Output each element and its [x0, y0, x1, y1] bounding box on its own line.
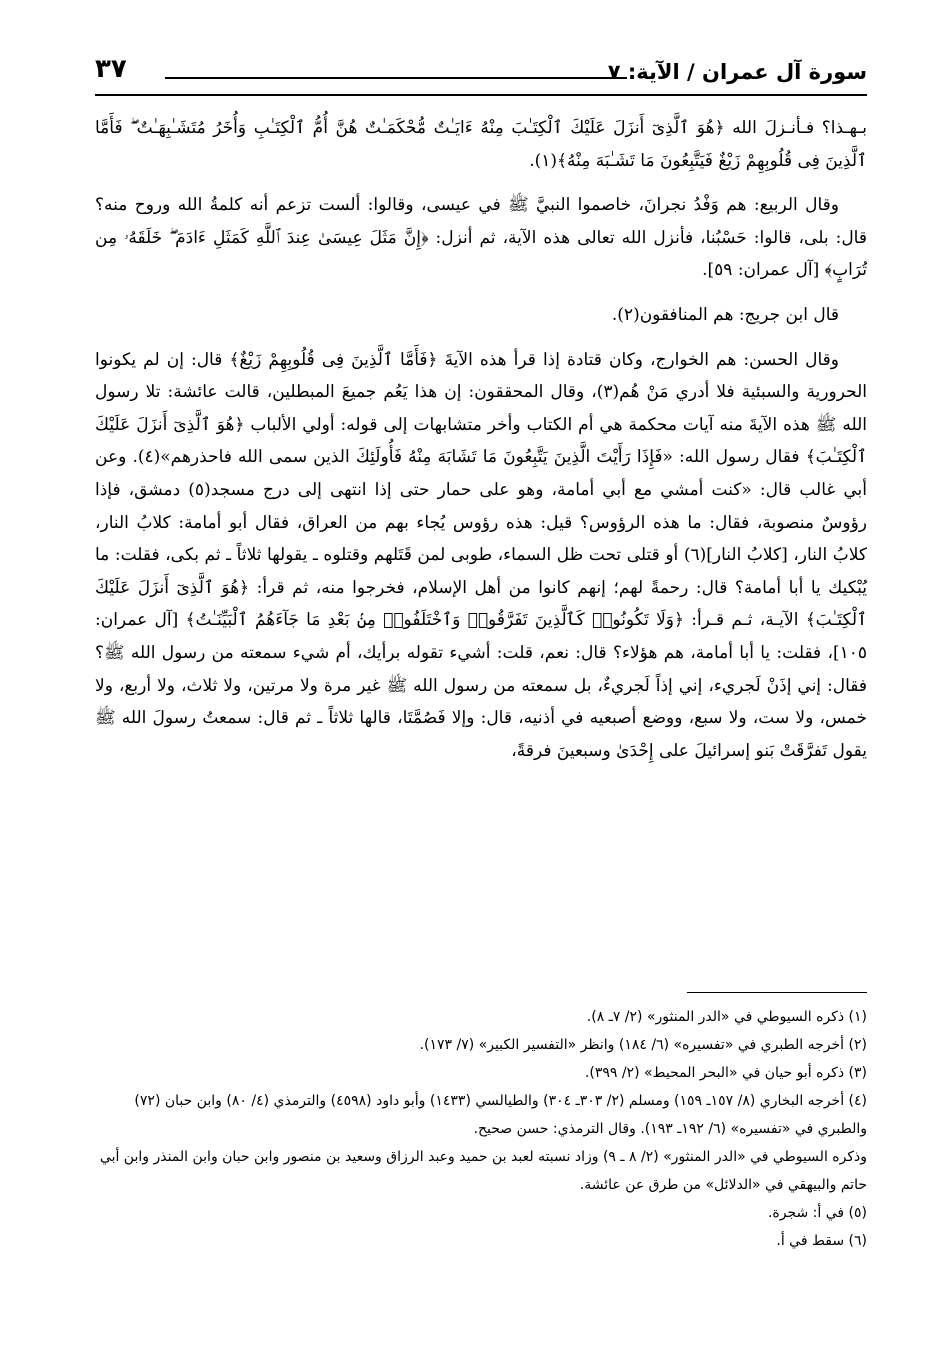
footnote-continuation: وذكره السيوطي في «الدر المنثور» (٢/ ٨ ـ ٩) وزاد نسبته لعبد بن حميد وعبد الرزاق وسعيد بن منصور وابن حبان وابن المنذر وابن أبي حاتم والبيهقي في «الدلائل» من طرق عن عائشة. — [99, 1149, 867, 1193]
footnote: (٤) أخرجه البخاري (٨/ ١٥٧ـ ١٥٩) ومسلم (٢/ ٣٠٣ـ ٣٠٤) والطيالسي (١٤٣٣) وأبو داود (٤٥٩٨) والترمذي (٤/ ٨٠) وابن حبان (٧٢) والطبري في «تفسيره» (٦/ ١٩٢ـ ١٩٣). وقال الترمذي: حسن صحيح. — [134, 1093, 867, 1137]
paragraph: قال ابن جريج: هم المنافقون(٢). — [611, 304, 839, 325]
surah-title: سورة آل عمران / الآية: ٧ — [607, 60, 867, 84]
page-number: ٣٧ — [95, 54, 127, 84]
footnote: (٥) في أ: شجرة. — [767, 1205, 867, 1221]
paragraph: بـهـذا؟ فـأنـزلَ الله ﴿هُوَ ٱلَّذِىٓ أَنزَلَ عَلَيْكَ ٱلْكِتَـٰبَ مِنْهُ ءَايَـٰتٌ مُّحْكَمَـٰتٌ هُنَّ أُمُّ ٱلْكِتَـٰبِ وَأُخَرُ مُتَشَـٰبِهَـٰتٌ ۖ فَأَمَّا ٱلَّذِينَ فِى قُلُوبِهِمْ زَيْغٌ فَيَتَّبِعُونَ مَا تَشَـٰبَهَ مِنْهُ﴾(١). — [95, 118, 867, 171]
main-text — [95, 112, 867, 779]
paragraph: وقال الحسن: هم الخوارج، وكان قتادة إذا قرأ هذه الآيةَ ﴿فَأَمَّا ٱلَّذِينَ فِى قُلُوبِهِمْ زَيْغٌ﴾ قال: إن لم يكونوا الحرورية والسبئية فلا أدري مَنْ هُم(٣)، وقال المحققون: إن هذا يَعُم جميعَ المبطلين، قالت عائشة: تلا رسول الله ﷺ هذه الآيةَ منه آيات محكمة هي أم الكتاب وأخر متشابهات إلى قوله: أولي الألباب ﴿هُوَ ٱلَّذِىٓ أَنزَلَ عَلَيْكَ ٱلْكِتَـٰبَ﴾ فقال رسول الله: «فَإِذَا رَأَيْتَ الَّذِينَ يَتَّبِعُونَ مَا تَشَابَهَ مِنْهُ فَأُولَئِكَ الذين سمى الله فاحذرهم»(٤). وعن أبي غالب قال: «كنت أمشي مع أبي أمامة، وهو على حمار حتى إذا انتهى إلى درج مسجد(٥) دمشق، فإذا رؤوسٌ منصوبة، فقال: ما هذه الرؤوس؟ قيل: هذه رؤوس يُجاء بهم من العراق، فقال أبو أمامة: كلابُ النار، كلابُ النار، [كلابُ النار](٦) أو قتلى تحت ظل السماء، طوبى لمن قَتَلهم وقتلوه ـ يقولها ثلاثاً ـ ثم بكى، فقلت: ما يُبْكيك يا أبا أمامة؟ قال: رحمةً لهم؛ إنهم كانوا من أهل الإسلام، فخرجوا منه، ثم قرأ: ﴿هُوَ ٱلَّذِىٓ أَنزَلَ عَلَيْكَ ٱلْكِتَـٰبَ﴾ الآيـة، ثـم قـرأ: ﴿وَلَا تَكُونُوا۟ كَٱلَّذِينَ تَفَرَّقُوا۟ وَٱخْتَلَفُوا۟ مِنۢ بَعْدِ مَا جَآءَهُمُ ٱلْبَيِّنَـٰتُ﴾ [آل عمران: ١٠٥]، فقلت: يا أبا أمامة، هم هؤلاء؟ قال: نعم، قلت: أشيء تقوله برأيك، أم شيء سمعته من رسول الله ﷺ؟ فقال: إني إذَنْ لَجريء، إني إذاً لَجريءٌ، بل سمعته من رسول الله ﷺ غير مرة ولا مرتين، ولا ثلاث، ولا أربع، ولا خمس، ولا ست، ولا سبع، ووضع أصبعيه في أذنيه، قال: وإلا فَصُمَّتَا، قالها ثلاثاً ـ ثم قال: سمعتُ رسولَ الله ﷺ يقول تَفرَّقَتْ بَنو إسرائيلَ على إِحْدَىٰ وسبعينَ فرقةً، — [95, 349, 868, 761]
page-header — [95, 50, 867, 96]
footnote-separator — [687, 992, 867, 993]
footnote: (٣) ذكره أبو حيان في «البحر المحيط» (٢/ ٣٩٩). — [584, 1065, 867, 1081]
footnote: (١) ذكره السيوطي في «الدر المنثور» (٢/ ٧ـ ٨). — [586, 1009, 867, 1025]
footnote: (٦) سقط في أ. — [776, 1233, 867, 1249]
footnote: (٢) أخرجه الطبري في «تفسيره» (٦/ ١٨٤) وانظر «التفسير الكبير» (٧/ ١٧٣). — [419, 1037, 867, 1053]
paragraph: وقال الربيع: هم وَفْدُ نجرانَ، خاصموا النبيَّ ﷺ في عيسى، وقالوا: ألست تزعم أنه كلمةُ الله وروح منه؟ قال: بلى، قالوا: حَسْبُنا، فأنزل الله تعالى هذه الآية، ثم أنزل: ﴿إِنَّ مَثَلَ عِيسَىٰ عِندَ ٱللَّهِ كَمَثَلِ ءَادَمَ ۖ خَلَقَهُۥ مِن تُرَابٍ﴾ [آل عمران: ٥٩]. — [95, 195, 867, 281]
header-bottom-rule — [95, 94, 867, 96]
footnotes — [95, 1003, 867, 1255]
header-rule — [165, 77, 627, 79]
